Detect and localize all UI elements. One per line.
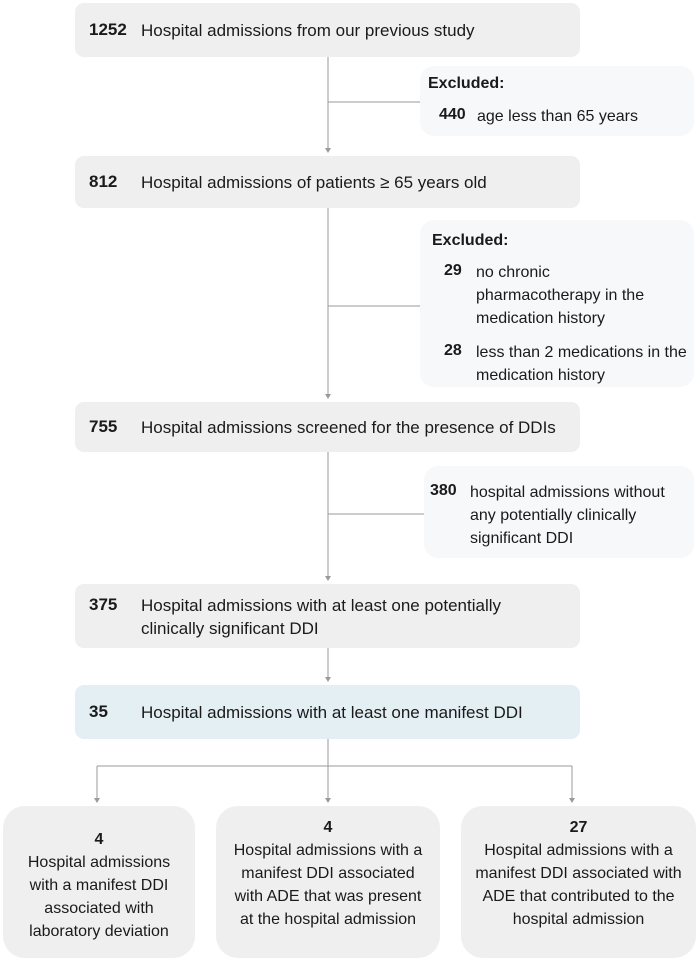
outcome-text: Hospital admissions with a manifest DDI associated with ADE that was present at the hospital admission bbox=[233, 842, 423, 928]
step-count: 35 bbox=[89, 702, 108, 721]
outcome-count: 4 bbox=[94, 831, 104, 848]
arrowhead-755 bbox=[325, 394, 331, 399]
outcome-box-ade-contributed bbox=[461, 806, 696, 958]
step-text: Hospital admissions with at least one potentially clinically significant DDI bbox=[141, 596, 502, 638]
exclusion-text: age less than 65 years bbox=[477, 108, 638, 125]
exclusion-count: 380 bbox=[430, 482, 457, 499]
step-text: Hospital admissions of patients ≥ 65 years old bbox=[141, 173, 487, 192]
arrowhead-outcome-3 bbox=[569, 798, 575, 803]
exclusion-text: hospital admissions without any potentially clinically significant DDI bbox=[470, 484, 665, 547]
step-text: Hospital admissions screened for the presence of DDIs bbox=[141, 418, 556, 437]
arrowhead-outcome-1 bbox=[94, 798, 100, 803]
exclusion-count: 28 bbox=[444, 342, 462, 359]
exclusion-box-380 bbox=[424, 466, 694, 558]
exclusion-box-440 bbox=[420, 66, 694, 136]
step-count: 755 bbox=[89, 417, 118, 436]
exclusion-count: 440 bbox=[439, 106, 466, 123]
step-box-375 bbox=[75, 584, 580, 648]
step-count: 1252 bbox=[89, 20, 127, 39]
step-box-812 bbox=[75, 156, 580, 208]
step-text: Hospital admissions from our previous study bbox=[141, 21, 475, 40]
exclusion-title: Excluded: bbox=[432, 232, 509, 249]
exclusion-box-29-28 bbox=[420, 220, 694, 387]
outcome-box-laboratory-deviation bbox=[3, 806, 195, 958]
outcome-text: Hospital admissions with a manifest DDI associated with ADE that contributed to the hospital admission bbox=[475, 842, 682, 928]
arrowhead-35 bbox=[325, 677, 331, 682]
step-box-755 bbox=[75, 402, 580, 452]
step-text: Hospital admissions with at least one manifest DDI bbox=[141, 703, 523, 722]
arrowhead-375 bbox=[325, 576, 331, 581]
outcome-box-ade-present bbox=[216, 806, 440, 958]
exclusion-title: Excluded: bbox=[428, 75, 505, 92]
step-box-35 bbox=[75, 685, 580, 739]
outcome-text: Hospital admissions with a manifest DDI associated with laboratory deviation bbox=[27, 854, 171, 940]
exclusion-count: 29 bbox=[444, 262, 462, 279]
step-count: 812 bbox=[89, 172, 118, 191]
step-box-1252 bbox=[75, 3, 580, 57]
outcome-count: 4 bbox=[323, 819, 333, 836]
exclusion-text: less than 2 medications in the medication history bbox=[476, 344, 687, 384]
exclusion-text: no chronic pharmacotherapy in the medication history bbox=[476, 264, 645, 327]
arrowhead-outcome-2 bbox=[325, 798, 331, 803]
outcome-count: 27 bbox=[569, 819, 588, 836]
step-count: 375 bbox=[89, 595, 118, 614]
arrowhead-812 bbox=[325, 148, 331, 153]
